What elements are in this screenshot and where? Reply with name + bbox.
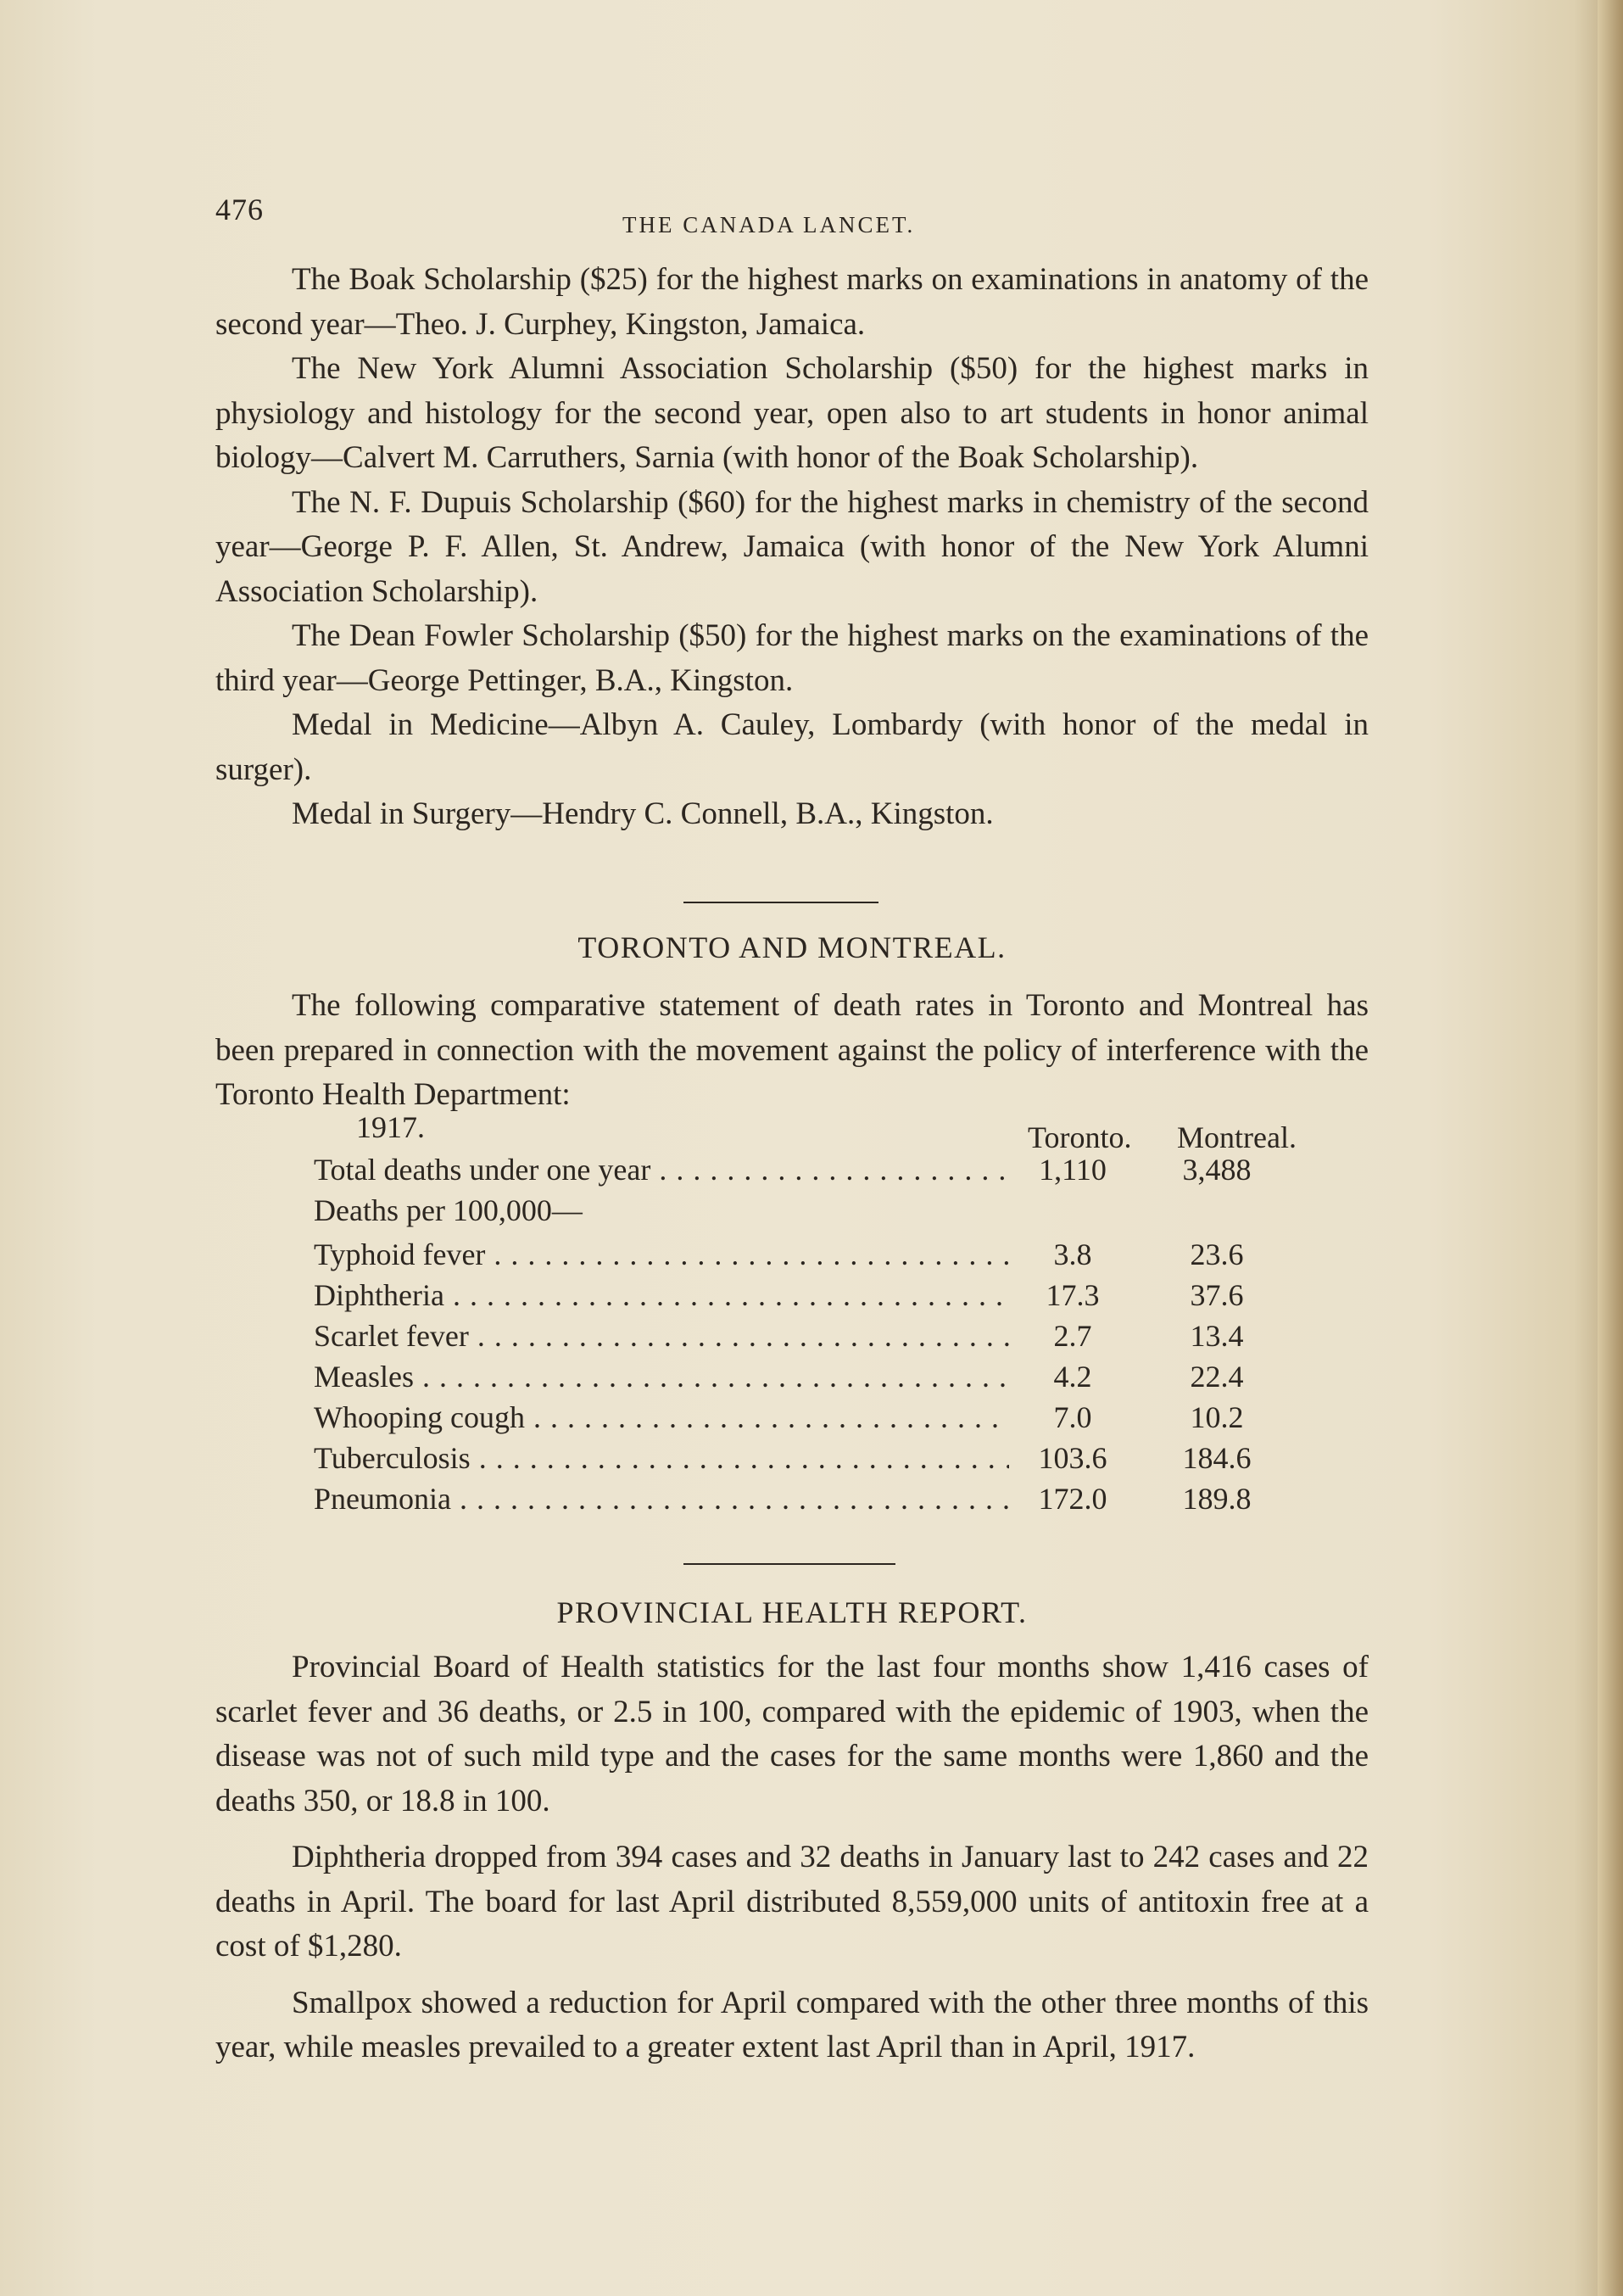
table-row xyxy=(314,1481,1331,1522)
toronto-value: 7.0 xyxy=(1053,1400,1092,1434)
toronto-value: 3.8 xyxy=(1053,1237,1092,1271)
row-label: Pneumonia . . . xyxy=(314,1481,1009,1522)
scholarship-paragraph: The New York Alumni Association Scholarship ($50) for the highest marks in physiology and histology for the second year, open also to art students in honor animal biology—Calvert M. Carruthers, Sarnia (with honor of the Boak Scholarship). xyxy=(215,351,1369,475)
toronto-value: 172.0 xyxy=(1038,1482,1107,1516)
row-label: Diphtheria . . . xyxy=(314,1277,1009,1318)
book-spine-edge xyxy=(1598,0,1623,2296)
scholarship-paragraph: Medal in Surgery—Hendry C. Connell, B.A., Kingston. xyxy=(292,796,994,831)
scholarship-paragraph: The Dean Fowler Scholarship ($50) for the highest marks on the examinations of the third year—George Pettinger, B.A., Kingston. xyxy=(215,618,1369,698)
toronto-value: 4.2 xyxy=(1053,1360,1092,1394)
montreal-value: 37.6 xyxy=(1190,1278,1244,1312)
montreal-value: 184.6 xyxy=(1182,1441,1252,1475)
running-title: THE CANADA LANCET. xyxy=(622,212,916,237)
page-number: 476 xyxy=(215,193,264,226)
montreal-value: 13.4 xyxy=(1190,1319,1244,1353)
row-label: Scarlet fever . . . xyxy=(314,1318,1009,1359)
scholarship-paragraph: Medal in Medicine—Albyn A. Cauley, Lombardy (with honor of the medal in surger). xyxy=(215,707,1369,787)
column-header-montreal: Montreal. xyxy=(1177,1120,1297,1154)
table-row xyxy=(314,1152,1331,1193)
scholarship-paragraph: The Boak Scholarship ($25) for the highest marks on examinations in anatomy of the second year—Theo. J. Curphey, Kingston, Jamaica. xyxy=(215,262,1369,342)
page-header xyxy=(215,188,1369,239)
row-label: Tuberculosis . . . xyxy=(314,1440,1009,1481)
intro-paragraph: The following comparative statement of death rates in Toronto and Montreal has been prepared in connection with the movement against the policy of interference with the Toronto Health Department: xyxy=(215,988,1369,1112)
row-label: Measles . . . xyxy=(314,1359,1009,1399)
row-label: Total deaths under one year . . . xyxy=(314,1152,1009,1193)
provincial-paragraph: Provincial Board of Health statistics for the last four months show 1,416 cases of scarlet fever and 36 deaths, or 2.5 in 100, compared with the epidemic of 1903, when the disease was not of such mild type and the cases for the same months were 1,860 and the deaths 350, or 18.8 in 100. xyxy=(215,1650,1369,1818)
section-heading-toronto-montreal: TORONTO AND MONTREAL. xyxy=(577,930,1007,964)
toronto-value: 17.3 xyxy=(1046,1278,1100,1312)
toronto-value: 103.6 xyxy=(1038,1441,1107,1475)
row-label: Whooping cough . . . xyxy=(314,1399,1009,1440)
table-row xyxy=(314,1359,1331,1399)
table-row xyxy=(314,1277,1331,1318)
montreal-value: 23.6 xyxy=(1190,1237,1244,1271)
montreal-value: 22.4 xyxy=(1190,1360,1244,1394)
montreal-value: 189.8 xyxy=(1182,1482,1252,1516)
table-row xyxy=(314,1193,1331,1233)
row-label: Deaths per 100,000— xyxy=(314,1193,583,1227)
table-row xyxy=(314,1318,1331,1359)
table-row xyxy=(314,1399,1331,1440)
toronto-value: 1,110 xyxy=(1039,1153,1107,1187)
section-divider xyxy=(683,1563,895,1565)
section-divider xyxy=(683,902,878,903)
provincial-section xyxy=(215,1645,1369,2070)
provincial-paragraph: Diphtheria dropped from 394 cases and 32 deaths in January last to 242 cases and 22 deaths in April. The board for last April distributed 8,559,000 units of antitoxin free at a cost of $1,280. xyxy=(215,1840,1369,1964)
scholarship-paragraph: The N. F. Dupuis Scholarship ($60) for the highest marks in chemistry of the second year—George P. F. Allen, St. Andrew, Jamaica (with honor of the New York Alumni Association Scholarship). xyxy=(215,484,1369,609)
provincial-paragraph: Smallpox showed a reduction for April compared with the other three months of this year, while measles prevailed to a greater extent last April than in April, 1917. xyxy=(215,1985,1369,2064)
section-heading-provincial: PROVINCIAL HEALTH REPORT. xyxy=(556,1595,1028,1629)
row-label: Typhoid fever . . . xyxy=(314,1237,1009,1277)
scholarships-section xyxy=(215,258,1369,837)
toronto-montreal-intro xyxy=(215,984,1369,1118)
table-row xyxy=(314,1237,1331,1277)
column-header-toronto: Toronto. xyxy=(1028,1120,1132,1154)
toronto-value: 2.7 xyxy=(1053,1319,1092,1353)
table-row xyxy=(314,1440,1331,1481)
table-year: 1917. xyxy=(356,1110,425,1144)
montreal-value: 3,488 xyxy=(1182,1153,1252,1187)
montreal-value: 10.2 xyxy=(1190,1400,1244,1434)
